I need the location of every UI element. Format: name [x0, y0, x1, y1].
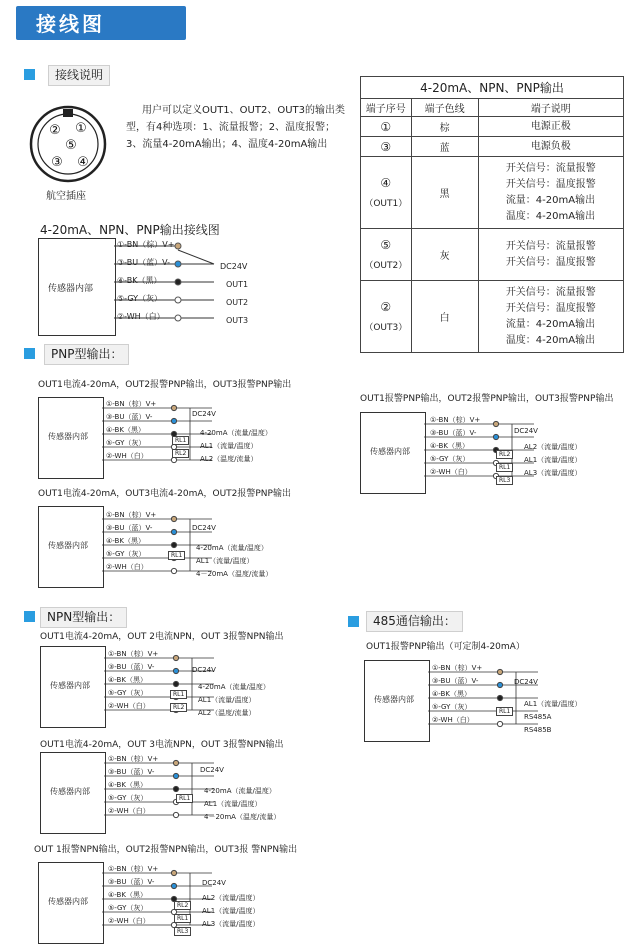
- out-label: OUT2: [226, 298, 249, 307]
- function-cell: [478, 229, 623, 281]
- page-title: 接线图: [36, 12, 105, 36]
- out-label: OUT3: [226, 316, 249, 325]
- relay-symbol: RL2: [172, 449, 189, 458]
- relay-symbol: RL3: [496, 476, 513, 485]
- pin-cell: [361, 157, 412, 229]
- relay-symbol: RL1: [170, 690, 187, 699]
- wire-label: ④-BK（黑）: [108, 781, 147, 789]
- table-row: [361, 281, 624, 353]
- sensor-label: 传感器内部: [48, 541, 88, 550]
- wire-terminal: [173, 681, 178, 686]
- wire-terminal: [171, 418, 176, 423]
- relay-symbol: RL1: [174, 914, 191, 923]
- wire-terminal: [171, 529, 176, 534]
- wire-label: ⑤-GY（灰）: [108, 689, 148, 697]
- wire-terminal: [493, 434, 498, 439]
- output-label: AL2（流量/温度）: [524, 443, 582, 451]
- section-intro-label: 接线说明: [48, 65, 110, 86]
- output-label: AL2（温度/流量）: [198, 709, 256, 717]
- wire-label: ③-BU（蓝）V-: [108, 663, 155, 671]
- output-label: 4-20mA（流量/温度）: [204, 787, 276, 795]
- wire-label: ③-BU（蓝）V-: [117, 258, 171, 267]
- function-item: 开关信号：流量报警: [505, 162, 596, 174]
- function-cell: [478, 117, 623, 137]
- relay-symbol: RL3: [174, 927, 191, 936]
- output-label: 4－20mA（温度/流量）: [204, 813, 281, 821]
- wire-color-cell: 棕: [411, 117, 478, 137]
- wire-color-cell: 灰: [411, 229, 478, 281]
- wire-label: ①-BN（棕）V+: [106, 400, 157, 408]
- wire-label: ①-BN（棕）V+: [108, 865, 159, 873]
- wire-color-cell: 蓝: [411, 137, 478, 157]
- out-label: OUT1: [226, 280, 249, 289]
- wire-label: ②-WH（白）: [106, 452, 148, 460]
- dc-label: DC24V: [514, 678, 538, 686]
- wire-label: ②-WH（白）: [432, 716, 474, 724]
- connector-caption: 航空插座: [46, 191, 86, 202]
- wire-label: ①-BN（棕）V+: [106, 511, 157, 519]
- dc-label: DC24V: [200, 766, 224, 774]
- wire-label: ⑤-GY（灰）: [106, 550, 146, 558]
- pin-output: （OUT3）: [364, 323, 408, 333]
- wire-terminal: [493, 421, 498, 426]
- output-label: AL1（流量/温度）: [202, 907, 260, 915]
- relay-symbol: RL2: [496, 450, 513, 459]
- diagram-caption: OUT1报警PNP输出，OUT2报警PNP输出，OUT3报警PNP输出: [360, 394, 614, 404]
- output-label: 4-20mA（流量/温度）: [196, 544, 268, 552]
- pin-number: ④: [380, 176, 392, 190]
- table-row: [361, 229, 624, 281]
- wire-terminal: [173, 773, 178, 778]
- wire-label: ③-BU（蓝）V-: [108, 768, 155, 776]
- function-cell: [478, 157, 623, 229]
- dc-label: DC24V: [192, 410, 216, 418]
- function-cell: [478, 137, 623, 157]
- wire-terminal: [171, 516, 176, 521]
- output-label: AL1（流量/温度）: [524, 700, 582, 708]
- wire-terminal: [173, 812, 178, 817]
- relay-symbol: RL2: [170, 703, 187, 712]
- relay-symbol: RL1: [176, 794, 193, 803]
- sensor-label: 传感器内部: [50, 787, 90, 796]
- pin-cell: [361, 117, 412, 137]
- function-item: 开关信号：温度报警: [505, 256, 596, 268]
- diagram-caption: OUT 1报警NPN输出，OUT2报警NPN输出，OUT3报 警NPN输出: [34, 845, 298, 855]
- relay-symbol: RL1: [496, 463, 513, 472]
- table-title: 4-20mA、NPN、PNP输出: [361, 77, 624, 99]
- pin-cell: [361, 137, 412, 157]
- pin-number: ②: [380, 300, 392, 314]
- wire-label: ②-WH（白）: [108, 807, 150, 815]
- wire-label: ①-BN（棕）V+: [432, 664, 483, 672]
- wire-terminal: [497, 669, 502, 674]
- pin-cell: [361, 281, 412, 353]
- section-marker: [24, 611, 35, 622]
- function-item: 流量：4-20mA输出: [505, 194, 596, 206]
- section-npn-label: NPN型输出：: [40, 607, 127, 628]
- output-label: AL1（流量/温度）: [200, 442, 258, 450]
- section-marker: [348, 616, 359, 627]
- dc-label: DC24V: [192, 524, 216, 532]
- pin-label: ⑤: [65, 138, 77, 153]
- wire-color-cell: 黑: [411, 157, 478, 229]
- wire-label: ⑤-GY（灰）: [108, 794, 148, 802]
- output-label: 4-20mA（流量/温度）: [198, 683, 270, 691]
- function-item: 电源负极: [530, 140, 571, 152]
- wire-label: ⑤-GY（灰）: [108, 904, 148, 912]
- wire-label: ④-BK（黑）: [106, 537, 145, 545]
- wire-terminal: [173, 668, 178, 673]
- wire-label: ③-BU（蓝）V-: [430, 429, 477, 437]
- wire-label: ②-WH（白）: [106, 563, 148, 571]
- function-item: 温度：4-20mA输出: [505, 210, 596, 222]
- out-label: DC24V: [220, 262, 248, 271]
- pin-number: ③: [380, 139, 392, 154]
- sensor-label: 传感器内部: [374, 695, 414, 704]
- wire-label: ②-WH（白）: [430, 468, 472, 476]
- output-label: RS485B: [524, 726, 552, 734]
- pin-label: ③: [51, 155, 63, 170]
- function-item: 开关信号：温度报警: [505, 302, 596, 314]
- wire-label: ③-BU（蓝）V-: [106, 413, 153, 421]
- wire-label: ④-BK（黑）: [108, 891, 147, 899]
- wire-label: ①-BN（棕）V+: [108, 755, 159, 763]
- section-485-label: 485通信输出：: [366, 611, 463, 632]
- function-item: 流量：4-20mA输出: [505, 318, 596, 330]
- function-item: 温度：4-20mA输出: [505, 334, 596, 346]
- wire-label: ①-BN（棕）V+: [108, 650, 159, 658]
- diagram-caption: OUT1电流4-20mA，OUT2报警PNP输出，OUT3报警PNP输出: [38, 380, 292, 390]
- section-marker: [24, 69, 35, 80]
- pin-label: ②: [49, 123, 61, 138]
- pin-label: ④: [77, 155, 89, 170]
- wire-label: ②-WH（白）: [108, 702, 150, 710]
- wire-label: ④-BK（黑）: [106, 426, 145, 434]
- wire-terminal: [497, 682, 502, 687]
- relay-symbol: RL2: [174, 901, 191, 910]
- section-marker: [24, 348, 35, 359]
- dc-label: DC24V: [514, 427, 538, 435]
- sensor-label: 传感器内部: [48, 432, 88, 441]
- wire-terminal: [497, 695, 502, 700]
- output-label: RS485A: [524, 713, 552, 721]
- wire-label: ④-BK（黑）: [430, 442, 469, 450]
- wire-terminal: [171, 542, 176, 547]
- intro-desc-line: 用户可以定义OUT1、OUT2、OUT3的输出类: [142, 105, 345, 116]
- wire-label: ④-BK（黑）: [117, 276, 162, 285]
- wire-terminal: [173, 655, 178, 660]
- intro-desc-line: 3、流量4-20mA输出；4、温度4-20mA输出: [126, 139, 328, 150]
- wire-terminal: [171, 405, 176, 410]
- wire-label: ③-BU（蓝）V-: [106, 524, 153, 532]
- wire-label: ①-BN（棕）V+: [117, 240, 175, 249]
- sensor-label: 传感器内部: [48, 284, 94, 294]
- function-cell: [478, 281, 623, 353]
- sensor-label: 传感器内部: [370, 447, 410, 456]
- wire-terminal: [171, 870, 176, 875]
- wire-label: ⑤-GY（灰）: [430, 455, 470, 463]
- wire-label: ②-WH（白）: [117, 312, 165, 321]
- wire-label: ③-BU（蓝）V-: [108, 878, 155, 886]
- pin-number: ①: [380, 119, 392, 134]
- relay-symbol: RL1: [172, 436, 189, 445]
- main-wiring-title: 4-20mA、NPN、PNP输出接线图: [40, 223, 220, 237]
- output-label: AL1（流量/温度）: [198, 696, 256, 704]
- table-row: [361, 137, 624, 157]
- wire-terminal: [173, 786, 178, 791]
- output-label: 4－20mA（温度/流量）: [196, 570, 273, 578]
- wire-terminal: [171, 883, 176, 888]
- pin-label: ①: [75, 121, 87, 136]
- terminal-table: [360, 76, 624, 353]
- function-item: 电源正极: [530, 120, 571, 132]
- function-item: 开关信号：流量报警: [505, 240, 596, 252]
- output-label: AL1（流量/温度）: [524, 456, 582, 464]
- pin-output: （OUT1）: [364, 199, 408, 209]
- table-header-cell: 端子说明: [478, 99, 623, 117]
- dc-label: DC24V: [202, 879, 226, 887]
- intro-desc-line: 型，有4种选项：1、流量报警；2、温度报警；: [126, 122, 336, 133]
- table-row: [361, 157, 624, 229]
- pin-output: （OUT2）: [364, 261, 408, 271]
- terminal-table-wrap: [360, 76, 624, 376]
- table-row: [361, 117, 624, 137]
- wire-terminal: [171, 568, 176, 573]
- wire-terminal: [497, 721, 502, 726]
- table-header-cell: 端子序号: [361, 99, 412, 117]
- pin-cell: [361, 229, 412, 281]
- function-item: 开关信号：温度报警: [505, 178, 596, 190]
- wire-terminal: [173, 760, 178, 765]
- wire-label: ②-WH（白）: [108, 917, 150, 925]
- diagram-caption: OUT1报警PNP输出（可定制4-20mA）: [366, 642, 525, 652]
- wire-label: ①-BN（棕）V+: [430, 416, 481, 424]
- wire-color-cell: 白: [411, 281, 478, 353]
- diagram-caption: OUT1电流4-20mA，OUT3电流4-20mA，OUT2报警PNP输出: [38, 489, 291, 499]
- sensor-label: 传感器内部: [50, 681, 90, 690]
- output-label: AL3（流量/温度）: [524, 469, 582, 477]
- wire-label: ④-BK（黑）: [108, 676, 147, 684]
- function-item: 开关信号：流量报警: [505, 286, 596, 298]
- section-pnp-label: PNP型输出：: [44, 344, 129, 365]
- dc-label: DC24V: [192, 666, 216, 674]
- output-label: AL2（流量/温度）: [202, 894, 260, 902]
- wire-terminal: [171, 457, 176, 462]
- relay-symbol: RL1: [168, 551, 185, 560]
- wire-label: ⑤-GY（灰）: [117, 294, 163, 303]
- pin-number: ⑤: [380, 238, 392, 252]
- output-label: 4-20mA（流量/温度）: [200, 429, 272, 437]
- wire-label: ⑤-GY（灰）: [106, 439, 146, 447]
- wire-label: ④-BK（黑）: [432, 690, 471, 698]
- diagram-caption: OUT1电流4-20mA，OUT 2电流NPN，OUT 3报警NPN输出: [40, 632, 284, 642]
- wire-label: ③-BU（蓝）V-: [432, 677, 479, 685]
- output-label: AL2（温度/流量）: [200, 455, 258, 463]
- output-label: AL1（流量/温度）: [196, 557, 254, 565]
- wire-label: ⑤-GY（灰）: [432, 703, 472, 711]
- output-label: AL3（流量/温度）: [202, 920, 260, 928]
- output-label: AL1（流量/温度）: [204, 800, 262, 808]
- table-header-cell: 端子色线: [411, 99, 478, 117]
- relay-symbol: RL1: [496, 707, 513, 716]
- diagram-caption: OUT1电流4-20mA，OUT 3电流NPN，OUT 3报警NPN输出: [40, 740, 284, 750]
- connector-icon: [28, 104, 108, 184]
- sensor-label: 传感器内部: [48, 897, 88, 906]
